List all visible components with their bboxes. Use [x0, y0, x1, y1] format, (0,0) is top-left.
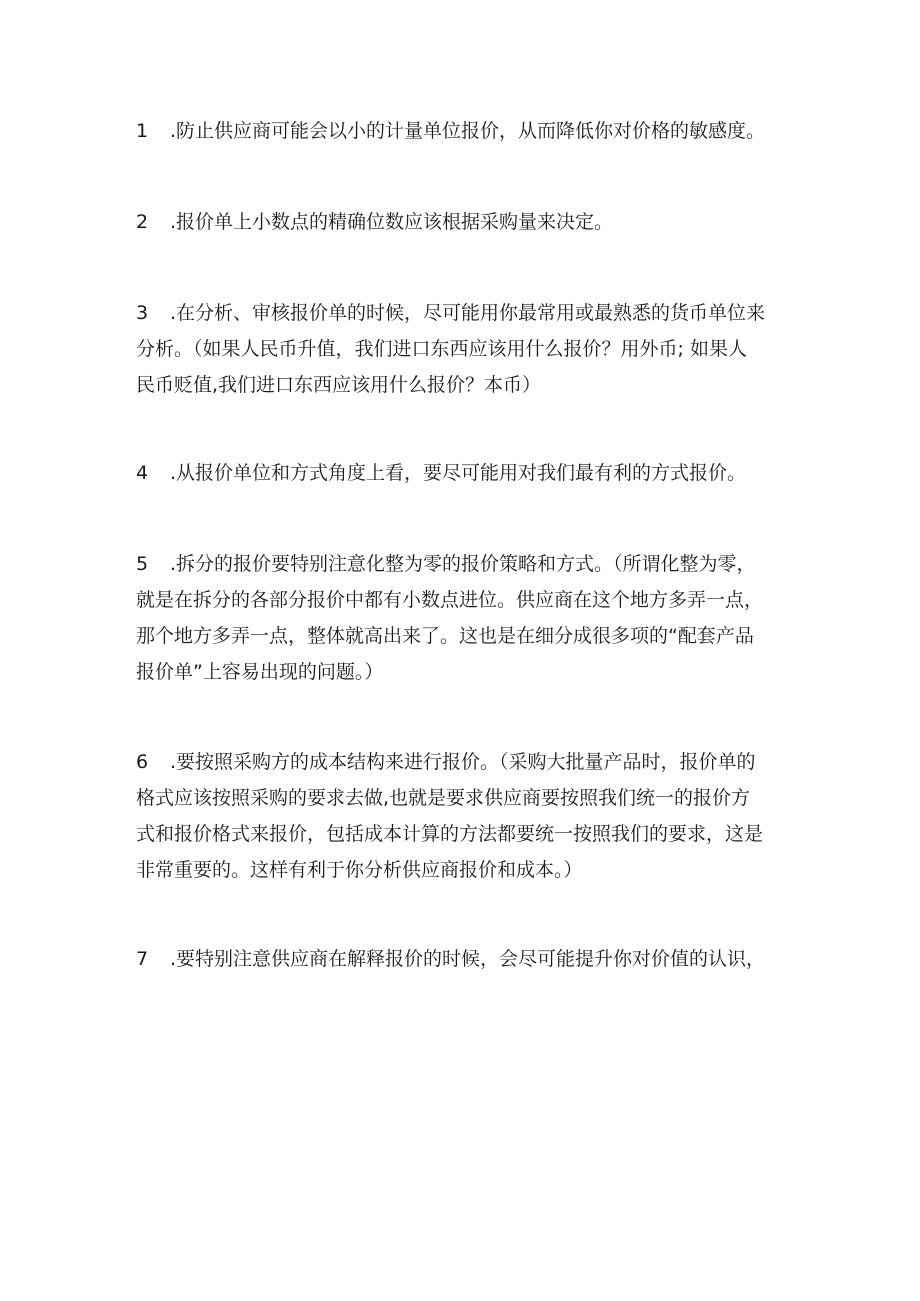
list-item-5-number: 5 — [136, 553, 149, 575]
list-item-3 — [136, 295, 796, 403]
list-item-5-line-2: 就是在拆分的各部分报价中都有小数点进位。供应商在这个地方多弄一点， — [136, 589, 764, 611]
list-item-4 — [136, 455, 796, 491]
list-item-2-number: 2 — [136, 211, 149, 233]
list-item-1-number: 1 — [136, 120, 149, 142]
list-item-4-line-1 — [136, 455, 796, 491]
list-item-2-text-1: .报价单上小数点的精确位数应该根据采购量来决定。 — [170, 211, 614, 233]
list-item-7 — [136, 941, 796, 977]
list-item-5-line-1 — [136, 546, 796, 582]
list-item-1-text-1: .防止供应商可能会以小的计量单位报价，从而降低你对价格的敏感度。 — [170, 120, 766, 142]
list-item-6 — [136, 744, 796, 888]
list-item-5-line-4: 报价单”上容易出现的问题。） — [136, 661, 384, 683]
list-item-6-line-3: 式和报价格式来报价，包括成本计算的方法都要统一按照我们的要求，这是 — [136, 823, 764, 845]
list-item-6-line-1 — [136, 744, 796, 780]
list-item-2-line-1 — [136, 204, 796, 240]
list-item-3-line-3: 民币贬值,我们进口东西应该用什么报价？本币） — [136, 374, 542, 396]
list-item-6-line-4: 非常重要的。这样有利于你分析供应商报价和成本。） — [136, 859, 583, 881]
list-item-5 — [136, 546, 796, 690]
list-item-6-number: 6 — [136, 751, 149, 773]
list-item-6-text-1: .要按照采购方的成本结构来进行报价。（采购大批量产品时，报价单的 — [170, 751, 756, 773]
list-item-2 — [136, 204, 796, 240]
list-item-3-line-2: 分析。（如果人民币升值，我们进口东西应该用什么报价？用外币; 如果人 — [136, 338, 747, 360]
list-item-1-line-1 — [136, 113, 796, 149]
list-item-5-text-1: .拆分的报价要特别注意化整为零的报价策略和方式。（所谓化整为零， — [170, 553, 756, 575]
list-item-4-text-1: .从报价单位和方式角度上看，要尽可能用对我们最有利的方式报价。 — [170, 462, 747, 484]
list-item-1 — [136, 113, 796, 149]
list-item-7-line-1 — [136, 941, 796, 977]
list-item-3-number: 3 — [136, 302, 149, 324]
list-item-7-number: 7 — [136, 948, 149, 970]
list-item-3-line-1 — [136, 295, 796, 331]
list-item-4-number: 4 — [136, 462, 149, 484]
list-item-7-text-1: .要特别注意供应商在解释报价的时候，会尽可能提升你对价值的认识， — [170, 948, 766, 970]
document-body — [136, 113, 796, 1032]
list-item-5-line-3: 那个地方多弄一点，整体就高出来了。这也是在细分成很多项的“配套产品 — [136, 625, 754, 647]
list-item-6-line-2: 格式应该按照采购的要求去做,也就是要求供应商要按照我们统一的报价方 — [136, 787, 751, 809]
list-item-3-text-1: .在分析、审核报价单的时候，尽可能用你最常用或最熟悉的货币单位来 — [170, 302, 766, 324]
